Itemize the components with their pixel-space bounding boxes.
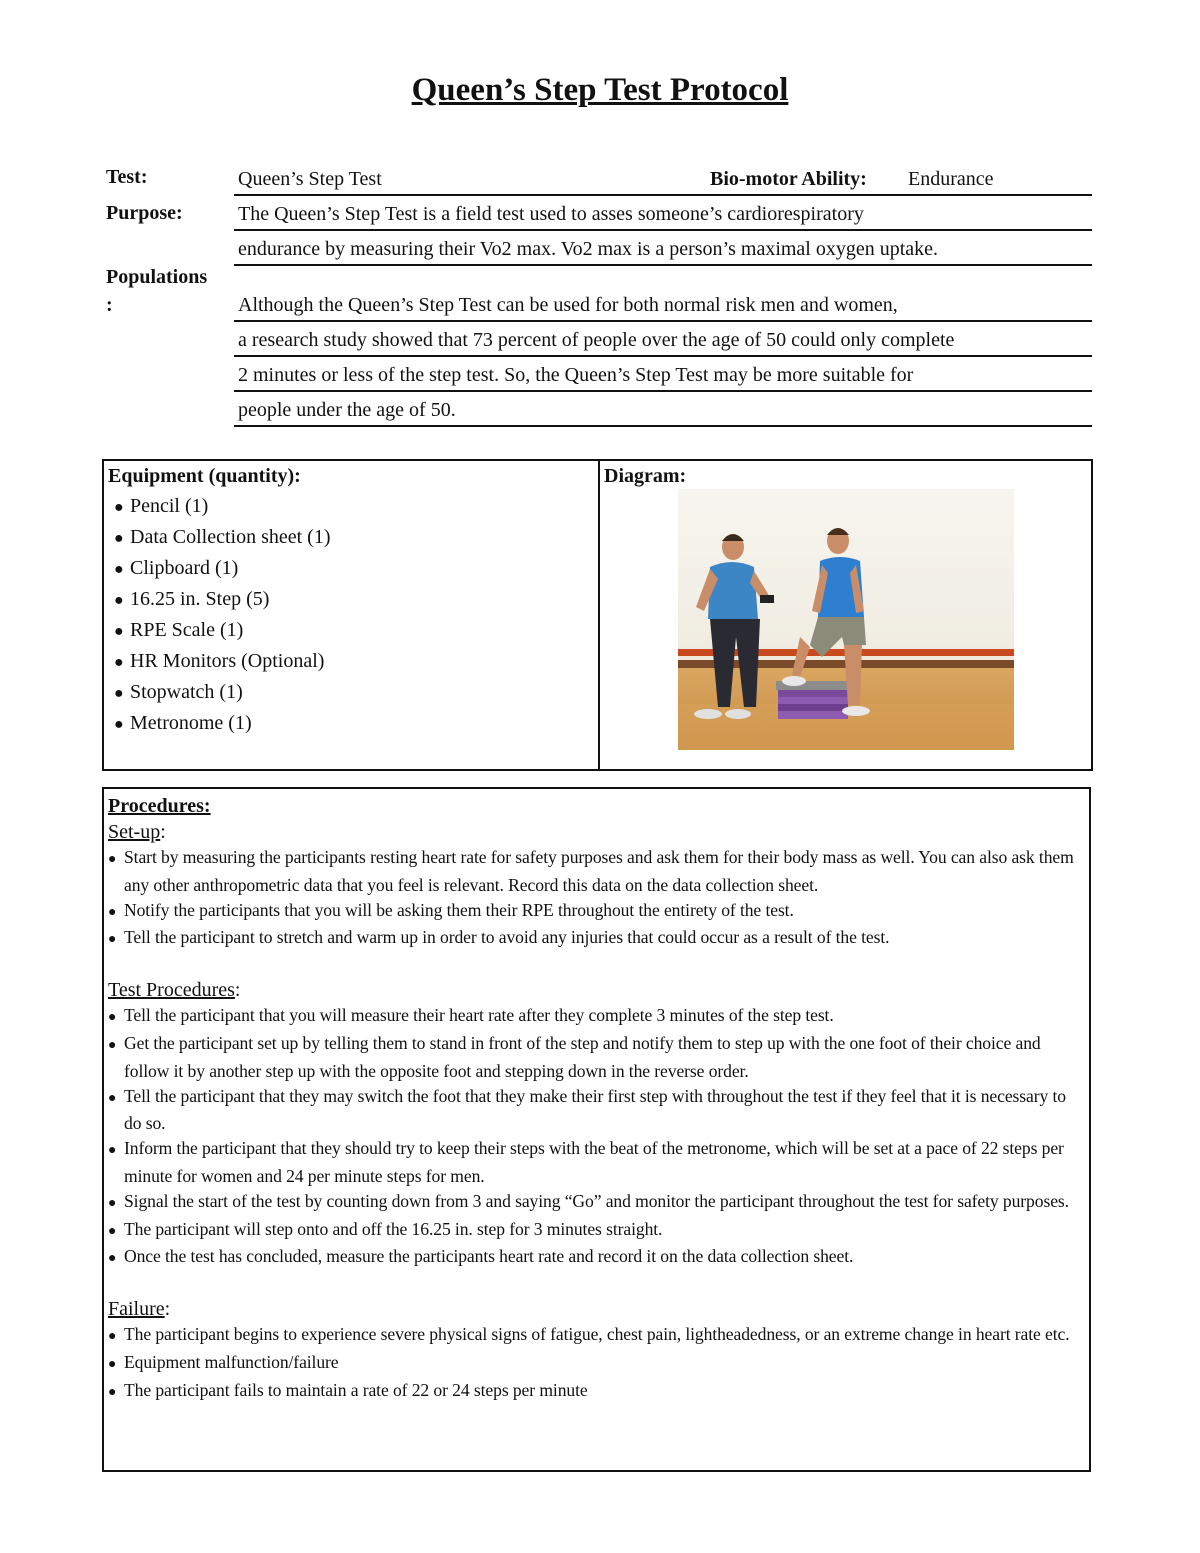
list-item: ● Inform the participant that they should try to keep their steps with the beat of the metronome, which will be set at a pace of 22 steps per minute for women and 24 per minute steps for men. (108, 1138, 1064, 1186)
diagram-heading: Diagram: (604, 465, 687, 487)
list-item: ● Equipment malfunction/failure (108, 1350, 1085, 1378)
populations-line-1: Although the Queen’s Step Test can be used for both normal risk men and women, (234, 288, 1092, 322)
test-label: Test: (106, 166, 148, 188)
bullet-icon: ● (114, 654, 124, 671)
bullet-icon: ● (108, 1329, 117, 1345)
equipment-diagram-table (102, 459, 1093, 771)
bullet-icon: ● (114, 561, 124, 578)
bullet-icon: ● (108, 1384, 117, 1400)
equipment-item: ● Stopwatch (1) (114, 677, 331, 708)
bullet-icon: ● (108, 1090, 117, 1106)
setup-list (108, 845, 1085, 953)
equipment-item: ● 16.25 in. Step (5) (114, 584, 331, 615)
bullet-icon: ● (114, 499, 124, 516)
populations-line-4: people under the age of 50. (234, 393, 1092, 427)
list-item: ● Tell the participant that they may switch the foot that they make their first step with throughout the test if they feel that it is necessary to do so. (108, 1085, 1066, 1134)
list-item: ● The participant begins to experience severe physical signs of fatigue, chest pain, lightheadedness, or an extreme change in heart rate etc. (108, 1322, 1085, 1350)
equipment-item: ● RPE Scale (1) (114, 615, 331, 646)
test-line (234, 162, 1092, 196)
procedures-content (108, 793, 1085, 1406)
bullet-icon: ● (114, 716, 124, 733)
list-item: ● The participant will step onto and off the 16.25 in. step for 3 minutes straight. (108, 1217, 1085, 1245)
bullet-icon: ● (108, 1143, 117, 1159)
bullet-icon: ● (108, 1037, 117, 1053)
populations-line-3: 2 minutes or less of the step test. So, the Queen’s Step Test may be more suitable for (234, 358, 1092, 392)
bullet-icon: ● (108, 904, 117, 920)
procedures-heading: Procedures: (108, 795, 211, 817)
bullet-icon: ● (108, 1251, 117, 1267)
bullet-icon: ● (108, 1010, 117, 1026)
failure-heading: Failure: (108, 1298, 171, 1321)
populations-label-colon: : (106, 294, 113, 316)
bio-motor-value: Endurance (908, 168, 994, 190)
procedures-box (102, 787, 1091, 1472)
purpose-line-2: endurance by measuring their Vo2 max. Vo2 max is a person’s maximal oxygen uptake. (234, 232, 1092, 266)
bullet-icon: ● (108, 1195, 117, 1211)
bullet-icon: ● (114, 592, 124, 609)
setup-heading: Set-up: (108, 821, 166, 843)
equipment-item: ● Data Collection sheet (1) (114, 522, 331, 553)
list-item: ● The participant fails to maintain a rate of 22 or 24 steps per minute (108, 1378, 1085, 1406)
equipment-list (114, 491, 331, 739)
list-item: ● Notify the participants that you will be asking them their RPE throughout the entirety of the test. (108, 898, 1085, 926)
bullet-icon: ● (108, 852, 117, 867)
equipment-heading: Equipment (quantity): (108, 465, 301, 487)
bullet-icon: ● (114, 623, 124, 640)
equipment-item: ● Clipboard (1) (114, 553, 331, 584)
failure-list (108, 1322, 1085, 1405)
equipment-item: ● HR Monitors (Optional) (114, 646, 331, 677)
equipment-item: ● Pencil (1) (114, 491, 331, 522)
list-item: ● Get the participant set up by telling them to stand in front of the step and notify them to step up with the one foot of their choice and follow it by another step up with the opposite foot and stepping down in the reverse order. (108, 1032, 1041, 1081)
populations-line-2: a research study showed that 73 percent of people over the age of 50 could only complete (234, 323, 1092, 357)
test-value: Queen’s Step Test (238, 168, 382, 190)
list-item: ● Tell the participant to stretch and warm up in order to avoid any injuries that could occur as a result of the test. (108, 925, 1085, 953)
bullet-icon: ● (114, 530, 124, 547)
bullet-icon: ● (108, 1356, 117, 1372)
list-item: ● Tell the participant that you will measure their heart rate after they complete 3 minutes of the step test. (108, 1003, 1085, 1031)
list-item: ● Once the test has concluded, measure the participants heart rate and record it on the data collection sheet. (108, 1244, 1085, 1272)
bullet-icon: ● (108, 1223, 117, 1239)
list-item: ● Signal the start of the test by counting down from 3 and saying “Go” and monitor the participant throughout the test for safety purposes. (108, 1189, 1085, 1217)
step-test-photo (678, 489, 1014, 750)
bio-motor-label: Bio-motor Ability: (710, 168, 867, 190)
purpose-label: Purpose: (106, 202, 183, 224)
test-procedures-list (108, 1003, 1085, 1272)
table-divider (598, 461, 600, 769)
document-title: Queen’s Step Test Protocol (411, 72, 789, 108)
test-procedures-heading: Test Procedures: (108, 979, 241, 1002)
equipment-item: ● Metronome (1) (114, 708, 331, 739)
bullet-icon: ● (108, 932, 117, 948)
list-item: ● Start by measuring the participants resting heart rate for safety purposes and ask them for their body mass as well. You can also ask them any other anthropometric data that you feel is relevant. Record this data on the data collection sheet. (108, 847, 1074, 895)
bullet-icon: ● (114, 685, 124, 702)
populations-label: Populations (106, 266, 208, 288)
purpose-line-1: The Queen’s Step Test is a field test used to asses someone’s cardiorespiratory (234, 197, 1092, 231)
